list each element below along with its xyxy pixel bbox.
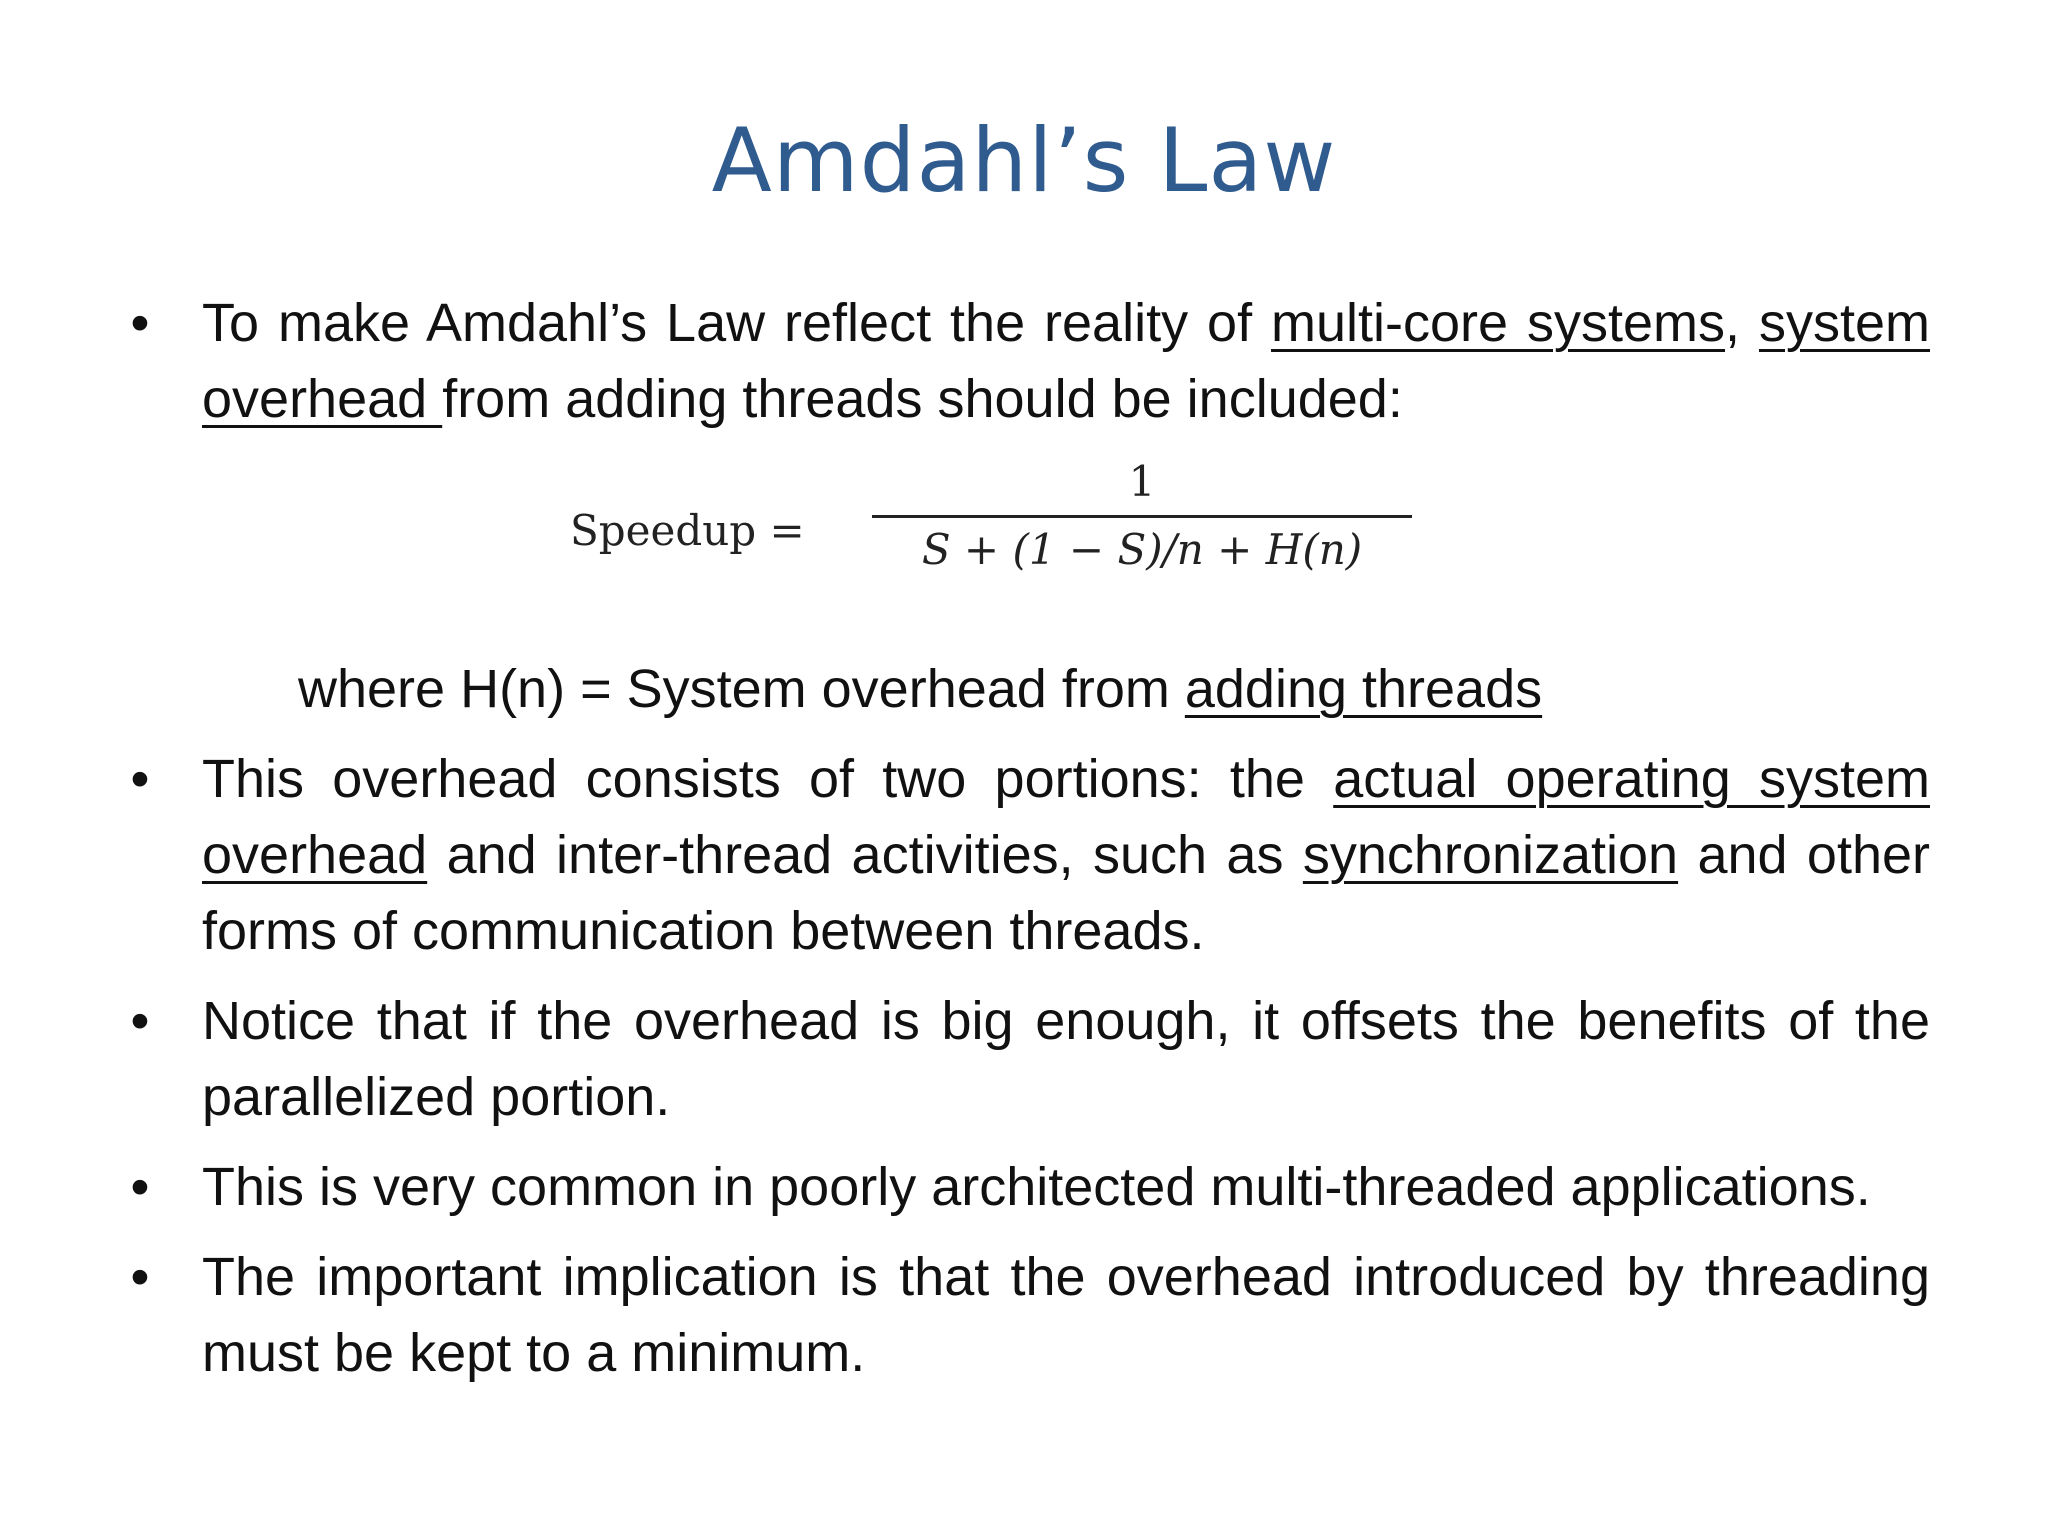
bullet-text: , [1725, 293, 1759, 353]
formula-denominator: S + (1 − S)/n + H(n) [921, 525, 1363, 574]
bullet-text: The important implication is that the overhead introduced by threading must be kept to a minimum. [202, 1247, 1930, 1383]
underlined-term-synchronization: synchronization [1302, 825, 1679, 885]
formula-numerator: 1 [1128, 457, 1156, 506]
where-text: where H(n) = System overhead from [298, 659, 1185, 719]
bullet-text: and inter-thread activities, such as [427, 825, 1303, 885]
bullet-text: To make Amdahl’s Law reflect the reality of [202, 293, 1272, 353]
speedup-formula [120, 451, 1930, 651]
bullet-item-4 [120, 1149, 1930, 1225]
bullet-item-1 [120, 285, 1930, 437]
slide-title: Amdahl’s Law [711, 109, 1337, 212]
bullet-item-2 [120, 741, 1930, 969]
formula-lhs: Speedup = [570, 506, 805, 555]
underlined-term-system-overhead: system overhead [202, 293, 1931, 429]
bullet-dot: • [130, 293, 150, 353]
underlined-term-multi-core-systems: multi-core systems [1271, 293, 1726, 353]
bullet-text: This is very common in poorly architected multi-threaded applications. [202, 1157, 1871, 1217]
bullet-item-3 [120, 983, 1930, 1135]
bullet-dot: • [130, 991, 150, 1051]
bullet-text: Notice that if the overhead is big enough, it offsets the benefits of the parallelized portion. [202, 991, 1930, 1127]
bullet-dot: • [130, 1247, 150, 1307]
fraction-bar [872, 515, 1412, 518]
bullet-text: This overhead consists of two portions: the [202, 749, 1334, 809]
formula-fraction [872, 451, 1412, 578]
bullet-dot: • [130, 1157, 150, 1217]
bullet-item-5 [120, 1239, 1930, 1391]
bullet-text: and other forms of communication between threads. [202, 825, 1931, 961]
bullet-text: from adding threads should be included: [442, 369, 1403, 429]
underlined-term-os-overhead: actual operating system overhead [202, 749, 1930, 885]
bullet-list [120, 285, 1930, 1405]
where-line [120, 651, 1930, 727]
bullet-dot: • [130, 749, 150, 809]
underlined-term-adding-threads: adding threads [1184, 659, 1543, 719]
